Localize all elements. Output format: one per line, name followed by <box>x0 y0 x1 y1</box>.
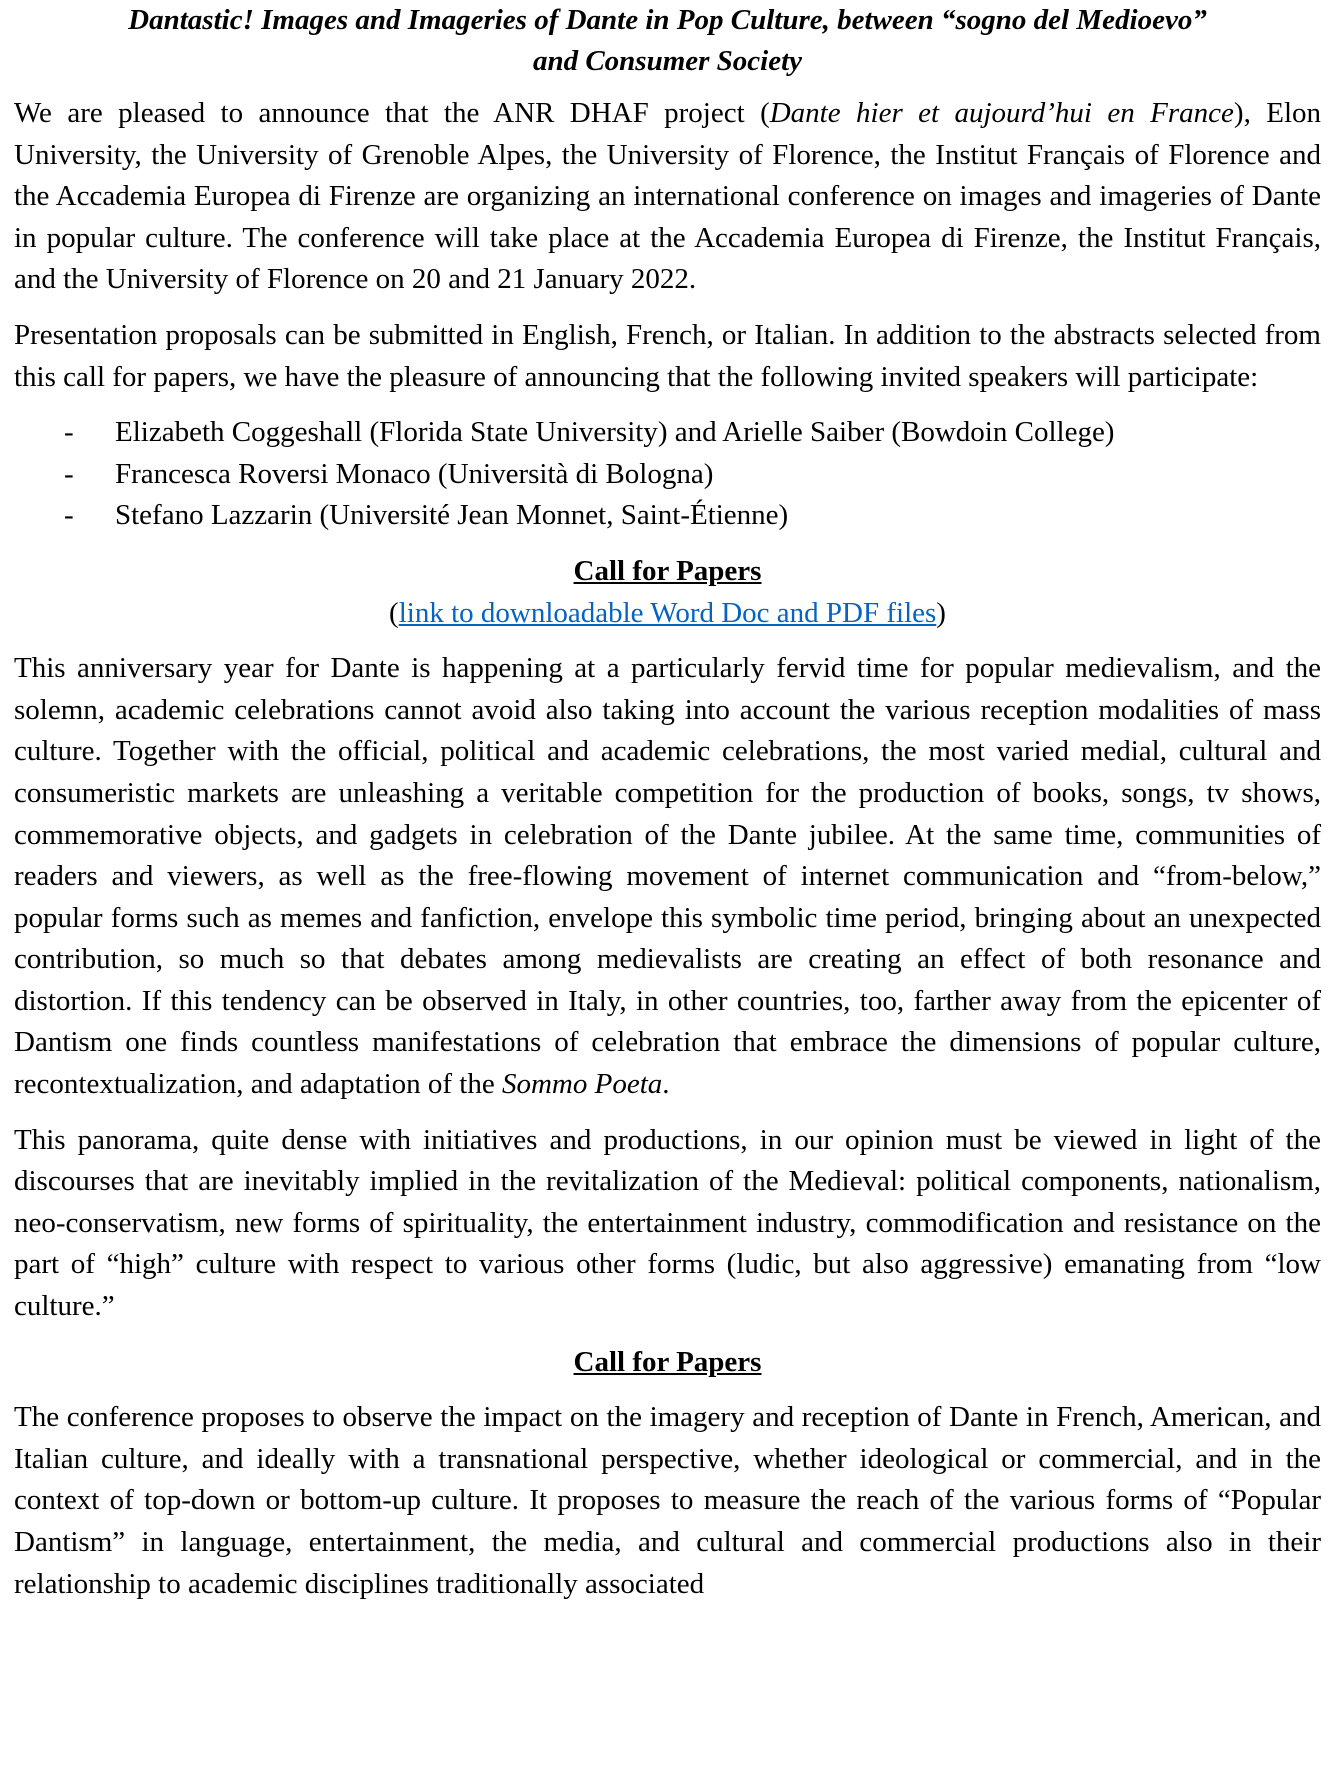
project-name-italic: Dante hier et aujourd’hui en France <box>769 97 1234 129</box>
list-item <box>14 412 1321 454</box>
anniversary-end: . <box>662 1068 670 1101</box>
anniversary-paragraph <box>14 648 1321 1106</box>
intro-text-end: ), Elon University, the University of Grenoble Alpes, the University of Florence, the Institut Français of Florence and the Accademia Europea di Firenze are organizing an international conference on images and imageries of Dante in popular culture. The conference will take place at the Accademia Europea di Firenze, the Institut Français, and the University of Florence on 20 and 21 January 2022. <box>14 97 1321 296</box>
list-bullet: - <box>64 457 74 490</box>
call-for-papers-heading: Call for Papers <box>573 554 762 587</box>
intro-text-start: We are pleased to announce that the ANR DHAF project ( <box>14 97 770 129</box>
list-bullet: - <box>64 416 74 449</box>
speaker-name: Stefano Lazzarin (Université Jean Monnet, Saint-Étienne) <box>115 499 789 532</box>
conference-paragraph: The conference proposes to observe the impact on the imagery and reception of Dante in French, American, and Italian culture, and ideally with a transnational perspective, whether ideological or commercial, and in the context of top-down or bottom-up culture. It proposes to measure the reach of the various forms of “Popular Dantism” in language, entertainment, the media, and cultural and commercial productions also in their relationship to academic disciplines traditionally associated <box>14 1401 1321 1600</box>
download-link-line <box>14 593 1321 635</box>
document-title <box>14 0 1321 82</box>
list-bullet: - <box>64 499 74 532</box>
speaker-name: Francesca Roversi Monaco (Università di Bologna) <box>115 457 714 490</box>
title-line-1: Dantastic! Images and Imageries of Dante in Pop Culture, between “sogno del Medioevo” <box>128 4 1207 36</box>
intro-paragraph <box>14 93 1321 301</box>
list-item <box>14 454 1321 496</box>
proposals-paragraph: Presentation proposals can be submitted in English, French, or Italian. In addition to the abstracts selected from this call for papers, we have the pleasure of announcing that the following invited speakers will participate: <box>14 318 1321 393</box>
invited-speakers-list <box>14 412 1321 537</box>
close-paren: ) <box>936 596 946 629</box>
list-item <box>14 495 1321 537</box>
sommo-poeta-italic: Sommo Poeta <box>501 1068 663 1101</box>
panorama-paragraph: This panorama, quite dense with initiatives and productions, in our opinion must be viewed in light of the discourses that are inevitably implied in the revitalization of the Medieval: political components, nationalism, neo-conservatism, new forms of spirituality, the entertainment industry, commodification and resistance on the part of “high” culture with respect to various other forms (ludic, but also aggressive) emanating from “low culture.” <box>14 1123 1321 1323</box>
title-line-2: and Consumer Society <box>532 45 803 77</box>
anniversary-text: This anniversary year for Dante is happening at a particularly fervid time for popular medievalism, and the solemn, academic celebrations cannot avoid also taking into account the various reception modalities of mass culture. Together with the official, political and academic celebrations, the most varied medial, cultural and consumeristic markets are unleashing a veritable competition for the production of books, songs, tv shows, commemorative objects, and gadgets in celebration of the Dante jubilee. At the same time, communities of readers and viewers, as well as the free-flowing movement of internet communication and “from-below,” popular forms such as memes and fanfiction, envelope this symbolic time period, bringing about an unexpected contribution, so much so that debates among medievalists are creating an effect of both resonance and distortion. If this tendency can be observed in Italy, in other countries, too, farther away from the epicenter of Dantism one finds countless manifestations of celebration that embrace the dimensions of popular culture, recontextualization, and adaptation of the <box>14 652 1321 1101</box>
speaker-name: Elizabeth Coggeshall (Florida State University) and Arielle Saiber (Bowdoin College) <box>115 416 1115 449</box>
download-files-link[interactable]: link to downloadable Word Doc and PDF files <box>398 596 937 629</box>
call-for-papers-heading-2: Call for Papers <box>573 1345 762 1378</box>
open-paren: ( <box>389 596 399 629</box>
